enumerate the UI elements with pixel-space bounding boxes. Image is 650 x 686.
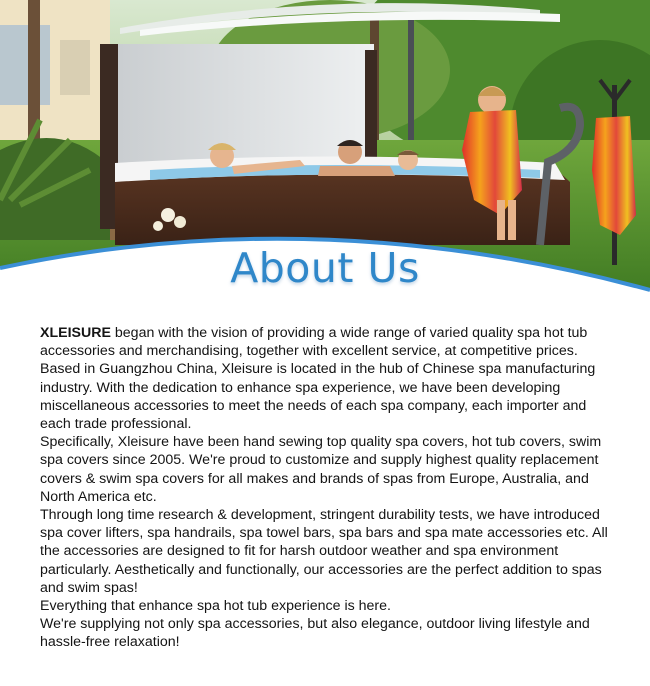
about-paragraph: Through long time research & development, stringent durability tests, we have introduced spa cover lifters, spa handrails, spa towel bars, spa bars and spa mate accessories etc. All the accessories are designed to fit for harsh outdoor weather and spa environment particularly. Aesthetically and functionally, our accessories are the perfect addition to spas and swim spas! bbox=[40, 507, 608, 596]
about-paragraph: Everything that enhance spa hot tub experience is here. bbox=[40, 598, 391, 615]
about-paragraph: XLEISURE began with the vision of providing a wide range of varied quality spa hot tub accessories and merchandising, together with excellent service, at competitive prices. bbox=[40, 325, 588, 360]
about-paragraph: We're supplying not only spa accessories, but also elegance, outdoor living lifestyle and hassle-free relaxation! bbox=[40, 616, 590, 651]
page-title: About Us bbox=[230, 244, 420, 292]
about-paragraph: Specifically, Xleisure have been hand sewing top quality spa covers, hot tub covers, swim spa covers since 2005. We're proud to customize and supply highest quality replacement covers & swim spa covers for all makes and brands of spas from Europe, Australia, and North America etc. bbox=[40, 434, 602, 505]
about-paragraph: Based in Guangzhou China, Xleisure is located in the hub of Chinese spa manufacturing industry. With the dedication to enhance spa experience, we have been developing miscellaneous accessories to meet the needs of each spa company, each importer and each trade professional. bbox=[40, 361, 596, 433]
brand-name: XLEISURE bbox=[40, 325, 111, 341]
about-body-text bbox=[40, 324, 615, 652]
